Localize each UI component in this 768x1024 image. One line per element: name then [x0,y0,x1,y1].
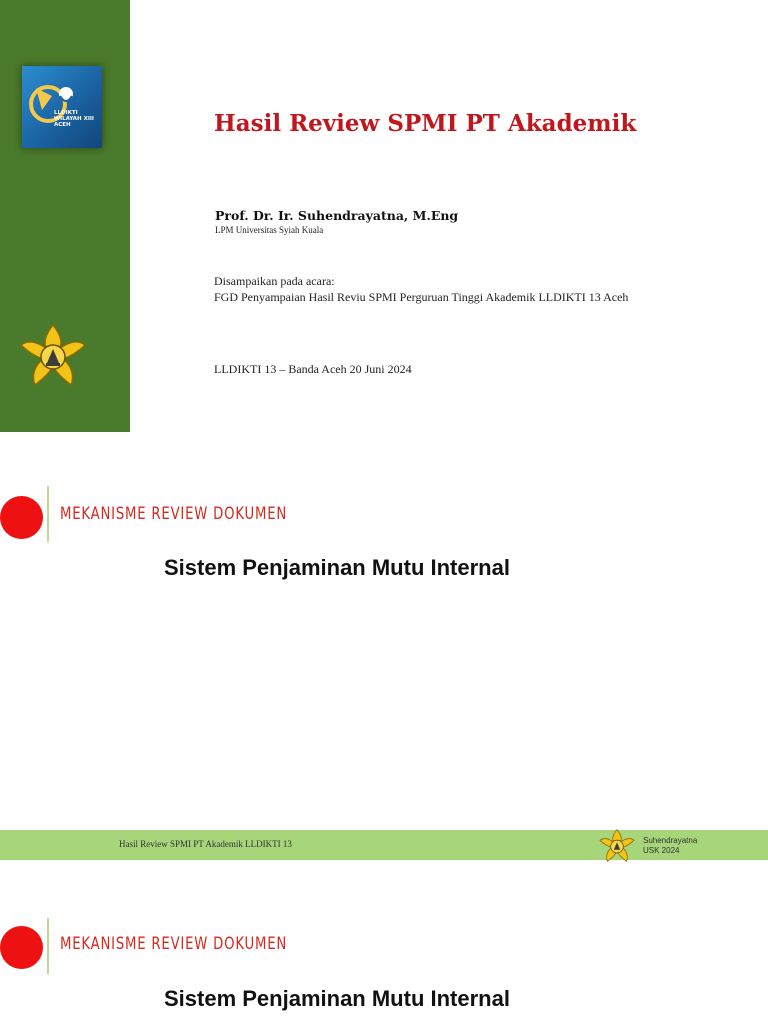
slide-heading: Sistem Penjaminan Mutu Internal [164,986,510,1011]
slide-heading: Sistem Penjaminan Mutu Internal [164,555,510,580]
section-label: MEKANISME REVIEW DOKUMEN [60,504,288,524]
event-intro: Disampaikan pada acara: [214,274,335,288]
content-slide-2 [0,862,768,1024]
footer-credit-name: Suhendrayatna [643,836,698,845]
slide-footer [0,830,768,860]
event-name: FGD Penyampaian Hasil Reviu SPMI Perguruan Tinggi Akademik LLDIKTI 13 Aceh [214,290,629,304]
content-slide-1 [0,432,768,862]
title-slide [0,0,768,432]
lldikti-logo-icon [22,66,102,148]
section-divider-line [47,918,49,974]
red-dot-marker [0,496,43,539]
section-divider-line [47,486,49,542]
usk-emblem-icon [598,828,636,864]
author-affiliation: LPM Universitas Syiah Kuala [215,225,324,235]
place-date: LLDIKTI 13 – Banda Aceh 20 Juni 2024 [214,362,412,376]
red-dot-marker [0,926,43,969]
footer-credit-year: USK 2024 [643,846,680,855]
usk-emblem-icon [18,322,88,390]
lldikti-logo-text: LLDIKTI WILAYAH XIII ACEH [54,110,94,128]
footer-credit [643,836,697,856]
section-label: MEKANISME REVIEW DOKUMEN [60,934,288,954]
author-name: Prof. Dr. Ir. Suhendrayatna, M.Eng [215,208,459,223]
presentation-title: Hasil Review SPMI PT Akademik [214,110,637,137]
footer-text: Hasil Review SPMI PT Akademik LLDIKTI 13 [119,839,292,849]
